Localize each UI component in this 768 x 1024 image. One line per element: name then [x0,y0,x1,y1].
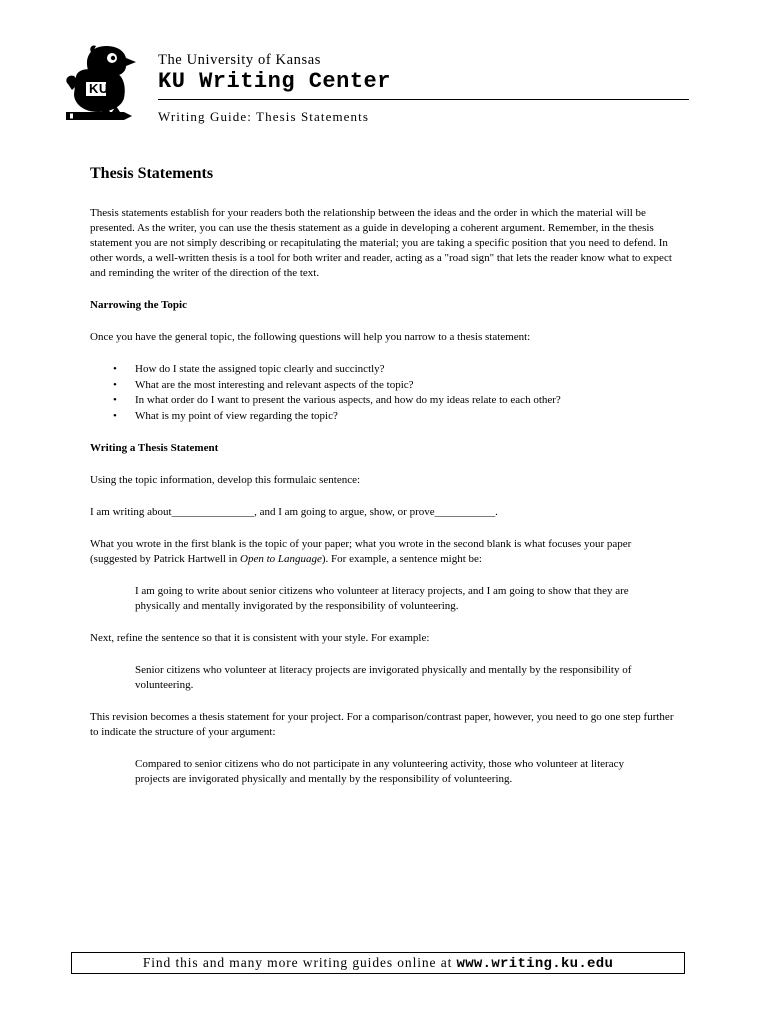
document-body [90,164,680,804]
logo-text: KU [89,81,109,96]
footer-text: Find this and many more writing guides online at [142,955,457,970]
example-sentence-2: Senior citizens who volunteer at literacy projects are invigorated physically and mentally by the responsibility of volunteering. [135,664,632,691]
intro-paragraph: Thesis statements establish for your readers both the relationship between the ideas and the order in which the material will be presented. As the writer, you can use the thesis statement as a guide in developing a coherent argument. Remember, in the thesis statement you are not simply describing or recapitulating the material; you are taking a specific position that you need to defend. In other words, a well-written thesis is a tool for both writer and reader, acting as a "road sign" that lets the reader know what to expect and reminding the writer of the direction of the text. [90,207,672,279]
book-title: Open to Language [240,553,322,565]
question-list [90,362,680,424]
writing-lead: Using the topic information, develop this formulaic sentence: [90,474,361,486]
revision-paragraph: This revision becomes a thesis statement for your project. For a comparison/contrast paper, however, you need to go one step further to indicate the structure of your argument: [90,711,674,738]
header-divider [158,99,689,100]
writing-heading: Writing a Thesis Statement [90,442,219,454]
refine-paragraph: Next, refine the sentence so that it is consistent with your style. For example: [90,632,430,644]
university-name: The University of Kansas [158,52,321,68]
explanation-text: What you wrote in the first blank is the topic of your paper; what you wrote in the second blank is what focuses your paper (suggested by Patrick Hartwell in [90,538,632,565]
list-item: • What is my point of view regarding the topic? [90,409,680,425]
page-title: Thesis Statements [90,165,214,182]
jayhawk-logo [62,42,152,126]
writing-center-title: KU Writing Center [158,69,391,94]
example-sentence-3: Compared to senior citizens who do not participate in any volunteering activity, those who volunteer at literacy projects are invigorated physically and mentally by the responsibility of volunteering. [135,758,624,785]
example-sentence-1: I am going to write about senior citizens who volunteer at literacy projects, and I am going to show that they are physically and mentally invigorated by the responsibility of volunteering. [135,585,629,612]
list-item: • In what order do I want to present the various aspects, and how do my ideas relate to each other? [90,393,680,409]
explanation-text-end: ). For example, a sentence might be: [321,553,482,565]
list-item: • How do I state the assigned topic clearly and succinctly? [90,362,680,378]
formula-sentence: I am writing about_______________, and I am going to argue, show, or prove___________. [90,506,498,518]
footer-banner [71,952,685,974]
footer-url-link[interactable]: www.writing.ku.edu [456,956,614,972]
guide-title: Writing Guide: Thesis Statements [158,109,369,124]
list-item: • What are the most interesting and relevant aspects of the topic? [90,378,680,394]
narrowing-heading: Narrowing the Topic [90,299,187,311]
narrowing-lead: Once you have the general topic, the following questions will help you narrow to a thesis statement: [90,331,531,343]
explanation-paragraph [90,537,680,567]
